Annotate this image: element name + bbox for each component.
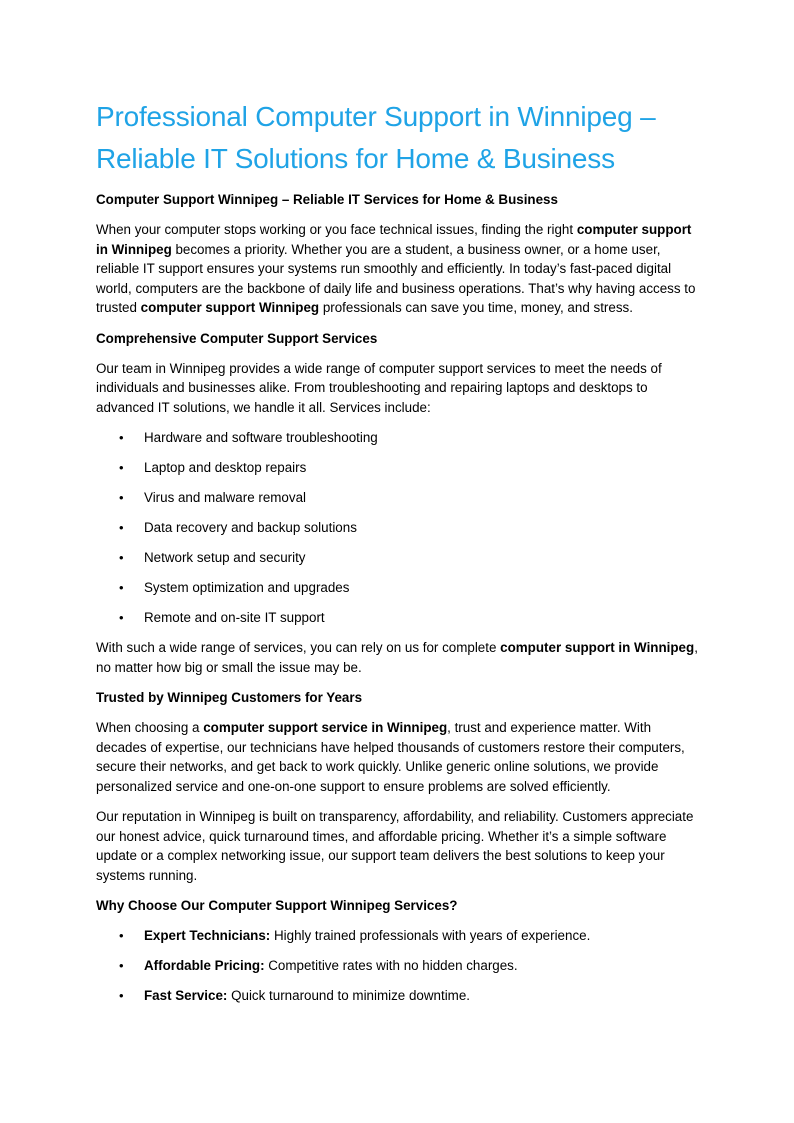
- text-run: When your computer stops working or you face technical issues, finding the right: [96, 222, 577, 237]
- list-item: [96, 926, 700, 945]
- text-run: becomes a priority. Whether you are a student, a business owner, or a home user, reliable IT support ensures your systems run smoothly and efficiently. In today’s fast-paced digital world, computers are the backbone of daily life and business operations. That’s why having access to trusted: [96, 241, 696, 315]
- list-item: [96, 548, 700, 567]
- section-heading: Why Choose Our Computer Support Winnipeg Services?: [96, 898, 458, 913]
- bold-keyword: computer support in Winnipeg: [500, 640, 695, 655]
- bullet-icon: •: [119, 520, 124, 535]
- text-run: , no matter how big or small the issue may be.: [96, 640, 698, 675]
- services-summary-paragraph: [96, 638, 700, 677]
- bullet-icon: •: [119, 958, 124, 973]
- reputation-paragraph: Our reputation in Winnipeg is built on transparency, affordability, and reliability. Customers appreciate our honest advice, quick turnaround times, and affordable pricing. Whether it’s a simple software update or a complex networking issue, our support team delivers the best solutions to keep your systems running.: [96, 809, 694, 883]
- bold-keyword: computer support Winnipeg: [140, 300, 320, 315]
- page-title: Professional Computer Support in Winnipeg – Reliable IT Solutions for Home & Business: [96, 101, 656, 174]
- list-item-text: Network setup and security: [144, 550, 306, 565]
- list-item: [96, 428, 700, 447]
- section-heading: Computer Support Winnipeg – Reliable IT Services for Home & Business: [96, 192, 558, 207]
- list-item: [96, 488, 700, 507]
- list-item-text: System optimization and upgrades: [144, 580, 350, 595]
- list-item-text: Highly trained professionals with years of experience.: [270, 928, 591, 943]
- list-item-label: Affordable Pricing:: [144, 958, 265, 973]
- bullet-icon: •: [119, 490, 124, 505]
- list-item-text: Quick turnaround to minimize downtime.: [227, 988, 470, 1003]
- list-item-label: Expert Technicians:: [144, 928, 271, 943]
- bullet-icon: •: [119, 928, 124, 943]
- bold-keyword: computer support in Winnipeg: [96, 222, 692, 257]
- list-item-text: Remote and on-site IT support: [144, 610, 325, 625]
- intro-paragraph: [96, 220, 700, 318]
- section-heading: Trusted by Winnipeg Customers for Years: [96, 690, 363, 705]
- list-item-text: Data recovery and backup solutions: [144, 520, 357, 535]
- list-item-text: Virus and malware removal: [144, 490, 306, 505]
- text-run: With such a wide range of services, you can rely on us for complete: [96, 640, 501, 655]
- reasons-list: [96, 926, 700, 1005]
- services-paragraph: Our team in Winnipeg provides a wide range of computer support services to meet the needs of individuals and businesses alike. From troubleshooting and repairing laptops and desktops to advanced IT solutions, we handle it all. Services include:: [96, 360, 662, 415]
- list-item: [96, 518, 700, 537]
- bold-keyword: computer support service in Winnipeg: [203, 720, 448, 735]
- list-item-text: Competitive rates with no hidden charges.: [264, 958, 518, 973]
- trust-paragraph: [96, 718, 700, 796]
- text-run: , trust and experience matter. With decades of expertise, our technicians have helped thousands of customers restore their computers, secure their networks, and get back to work quickly. Unlike generic online solutions, we provide personalized service and one-on-one support to ensure problems are solved efficiently.: [96, 720, 685, 794]
- bullet-icon: •: [119, 580, 124, 595]
- services-list: [96, 428, 700, 627]
- bullet-icon: •: [119, 550, 124, 565]
- list-item-label: Fast Service:: [144, 988, 228, 1003]
- list-item-text: Laptop and desktop repairs: [144, 460, 307, 475]
- bullet-icon: •: [119, 988, 124, 1003]
- list-item: [96, 578, 700, 597]
- bullet-icon: •: [119, 430, 124, 445]
- text-run: When choosing a: [96, 720, 204, 735]
- list-item: [96, 608, 700, 627]
- document-page: [96, 96, 700, 1016]
- list-item-text: Hardware and software troubleshooting: [144, 430, 378, 445]
- list-item: [96, 986, 700, 1005]
- list-item: [96, 956, 700, 975]
- bullet-icon: •: [119, 460, 124, 475]
- text-run: professionals can save you time, money, and stress.: [319, 300, 633, 315]
- list-item: [96, 458, 700, 477]
- section-heading: Comprehensive Computer Support Services: [96, 330, 378, 346]
- bullet-icon: •: [119, 610, 124, 625]
